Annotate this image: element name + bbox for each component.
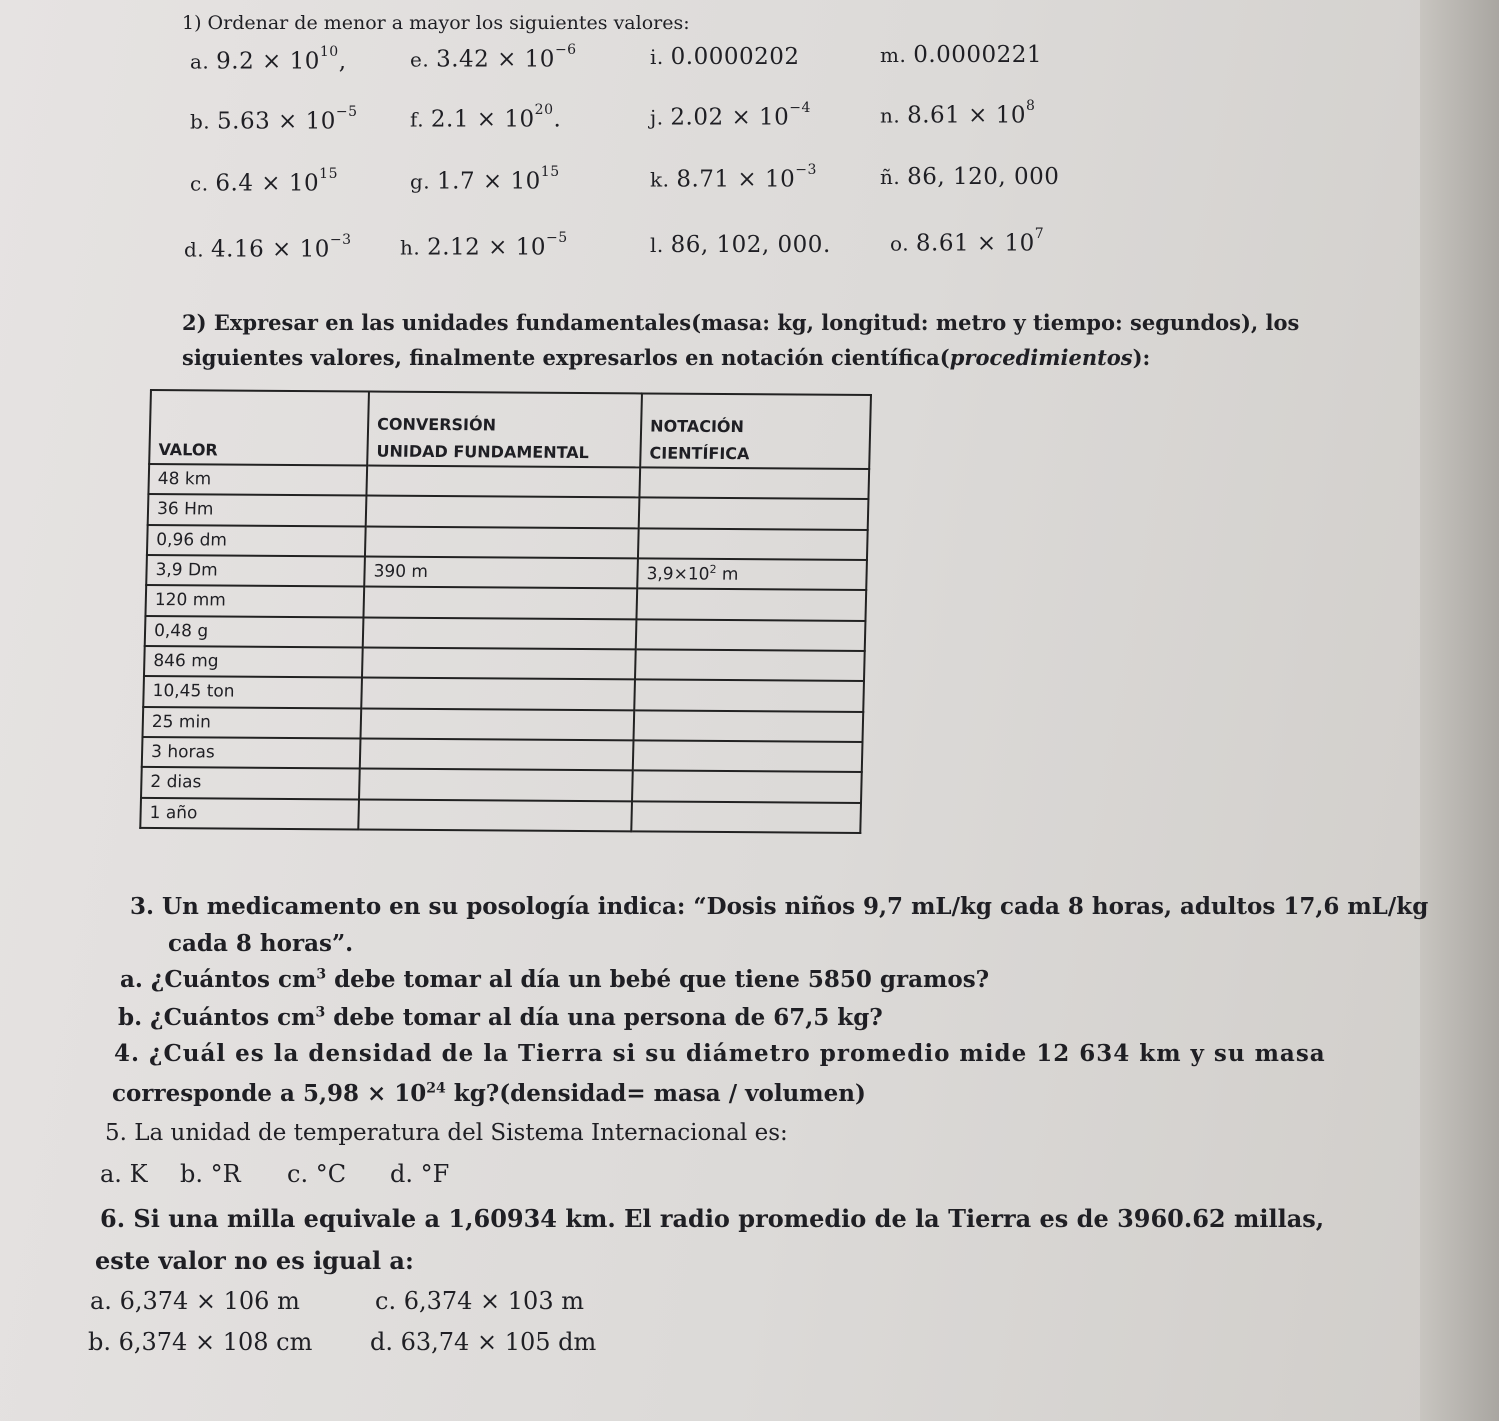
q1-item-exponent: −6 [554,42,577,58]
table-row [140,798,861,833]
q1-item-value: 8.61 × 10 [907,102,1026,129]
q1-item-exponent: −3 [795,162,817,178]
q2-line2-italic: procedimientos [949,345,1133,370]
cell-valor: 2 dias [141,767,360,799]
q1-item-j [650,100,811,131]
q1-item-value: 0.0000202 [670,44,800,70]
q1-item-m [880,42,1042,68]
cell-valor: 25 min [142,707,361,739]
q1-item-h [400,230,568,261]
q1-item-o [890,226,1045,257]
cell-valor: 120 mm [145,585,364,617]
q4-line2 [112,1080,866,1107]
conversion-table [139,389,872,834]
q6-option-c: c. 6,374 × 103 m [375,1287,584,1315]
q1-item-exponent: 20 [534,102,554,118]
q1-item-exponent: 7 [1034,226,1045,242]
q1-item-exponent: 10 [319,44,339,60]
q1-item-value: 6.4 × 10 [215,170,320,197]
cell-notacion [636,589,866,621]
q4-line1: 4. ¿Cuál es la densidad de la Tierra si su diámetro promedio mide 12 634 km y su masa [114,1040,1326,1067]
header-notacion [640,393,871,469]
q1-item-value: 5.63 × 10 [217,108,336,135]
q6-option-d: d. 63,74 × 105 dm [370,1328,597,1356]
cell-conversion [358,799,632,831]
table-row [143,676,864,711]
page-edge-shadow [1420,0,1499,1421]
q1-item-exponent: 15 [319,166,338,182]
q1-item-a [190,44,347,75]
q5-option-a: a. K [100,1160,148,1188]
q1-item-value: 86, 120, 000 [907,164,1060,190]
q1-item-suffix: , [338,48,347,75]
cell-conversion [363,587,637,619]
q1-item-exponent: −5 [335,104,358,120]
q2-line2-end: ): [1132,345,1151,370]
cell-notacion [632,771,862,803]
q1-item-suffix: . [822,232,831,258]
cell-valor: 36 Hm [148,494,367,526]
q1-item-label: k. [650,167,677,192]
cell-valor: 1 año [140,798,359,830]
cell-notacion [633,740,863,772]
cell-conversion: 390 m [364,556,638,588]
q3-b-text: b. ¿Cuántos cm [118,1004,316,1031]
q1-item- [880,164,1059,190]
q1-item-g [410,164,560,195]
cell-conversion [363,617,637,649]
header-valor: VALOR [149,390,369,466]
cell-conversion [361,678,635,710]
q1-item-label: i. [650,45,671,69]
cell-notacion [638,528,868,560]
q1-item-value: 2.02 × 10 [670,104,790,131]
q1-heading: 1) Ordenar de menor a mayor los siguientes valores: [182,12,690,34]
q1-item-l [650,232,831,258]
q1-item-suffix: . [553,106,562,133]
q3-line2: cada 8 horas”. [168,930,354,957]
header-conversion [367,392,642,468]
q1-item-b [190,104,358,135]
q3-a-exponent: 3 [316,966,327,983]
table-row [148,494,869,529]
cell-valor: 0,96 dm [147,525,366,557]
cell-valor: 48 km [148,464,367,496]
q2-line2-text: siguientes valores, finalmente expresarlos en notación científica( [182,345,950,370]
cell-notacion [631,801,861,833]
cell-valor: 3 horas [142,737,361,769]
q1-item-exponent: −5 [545,230,568,246]
q3-part-a [120,966,989,993]
q1-item-label: h. [400,235,428,260]
q1-item-label: n. [880,103,908,128]
table-row [144,646,865,681]
q3-line1: 3. Un medicamento en su posología indica: “Dosis niños 9,7 mL/kg cada 8 horas, adultos 17,6 mL/kg [130,893,1429,920]
q3-b-exponent: 3 [315,1004,326,1021]
cell-conversion [360,738,634,770]
q1-item-value: 2.12 × 10 [427,234,546,261]
q1-item-label: l. [650,233,671,257]
q3-a-text: a. ¿Cuántos cm [120,966,317,993]
q5-option-c: c. °C [287,1160,347,1188]
cell-valor: 3,9 Dm [146,555,365,587]
header-notacion-line2: CIENTÍFICA [649,443,750,464]
q1-item-exponent: 15 [540,164,560,180]
cell-notacion: $3,9\times 10^2$ m [637,558,867,590]
table-row [142,707,863,742]
q1-item-label: o. [890,231,916,256]
q1-item-label: j. [650,105,671,130]
cell-notacion [636,619,866,651]
q1-item-f [410,102,562,133]
q1-item-value: 2.1 × 10 [430,106,535,133]
cell-valor: 846 mg [144,646,363,678]
q1-item-e [410,42,577,73]
q1-item-label: m. [880,43,914,67]
q1-item-value: 3.42 × 10 [436,46,555,73]
q3-a-text-end: debe tomar al día un bebé que tiene 5850 gramos? [326,966,990,993]
q1-item-d [184,232,352,263]
q4-exponent: 24 [426,1080,446,1097]
q1-item-n [880,98,1036,129]
cell-notacion [635,649,865,681]
q1-item-label: f. [410,107,431,132]
cell-conversion [360,708,634,740]
q4-line2-text: corresponde a 5,98 × 10 [112,1080,427,1107]
header-conversion-line2: UNIDAD FUNDAMENTAL [376,441,590,463]
q5-heading: 5. La unidad de temperatura del Sistema Internacional es: [105,1120,788,1146]
q3-part-b [118,1004,883,1031]
table-row [141,767,862,802]
table-row [147,525,868,560]
q1-item-k [650,162,817,193]
q1-item-label: g. [410,169,438,194]
q1-item-exponent: −3 [329,232,352,248]
cell-valor: 0,48 g [145,616,364,648]
q1-item-label: e. [410,47,437,72]
q1-item-value: 9.2 × 10 [216,48,320,75]
q1-item-label: b. [190,109,218,134]
q1-item-value: 4.16 × 10 [211,236,330,263]
q1-item-value: 86, 102, 000 [670,232,823,258]
q2-instruction-line1: 2) Expresar en las unidades fundamentales(masa: kg, longitud: metro y tiempo: segundos), los [182,310,1300,335]
q5-option-b: b. °R [180,1160,241,1188]
cell-conversion [365,526,639,558]
q1-item-label: c. [190,171,216,196]
cell-conversion [366,496,640,528]
table-row [145,616,866,651]
q1-item-c [190,166,338,197]
table-row [146,555,867,590]
cell-conversion [366,466,640,498]
q1-item-exponent: −4 [789,100,811,116]
cell-notacion-exponent: 2 [709,563,717,577]
q6-option-a: a. 6,374 × 106 m [90,1287,300,1315]
q1-item-value: 1.7 × 10 [437,168,541,195]
cell-notacion [634,680,864,712]
cell-valor: 10,45 ton [143,676,362,708]
q1-item-value: 8.61 × 10 [915,230,1035,257]
q1-item-i [650,44,800,70]
header-notacion-line1: NOTACIÓN [649,416,745,437]
q6-option-b: b. 6,374 × 108 cm [88,1328,313,1356]
q1-item-value: 8.71 × 10 [676,166,796,193]
cell-conversion [362,647,636,679]
q4-line2-end: kg?(densidad= masa / volumen) [445,1080,866,1107]
table-row [145,585,866,620]
cell-conversion [359,769,633,801]
q6-line2: este valor no es igual a: [95,1246,414,1275]
header-conversion-line1: CONVERSIÓN [376,414,497,435]
cell-notacion [633,710,863,742]
table-row [148,464,869,499]
table-header-row [149,390,871,469]
q1-item-value: 0.0000221 [913,42,1043,68]
table-row [142,737,863,772]
q1-item-label: d. [184,237,212,262]
q2-instruction-line2 [182,345,1150,370]
q1-item-exponent: 8 [1025,98,1036,114]
cell-notacion [639,498,869,530]
q3-b-text-end: debe tomar al día una persona de 67,5 kg? [325,1004,883,1031]
q1-item-label: a. [190,49,217,74]
q6-line1: 6. Si una milla equivale a 1,60934 km. El radio promedio de la Tierra es de 3960.62 millas, [100,1204,1325,1233]
cell-notacion [639,467,869,499]
table-body [140,464,869,833]
q1-item-label: ñ. [880,165,908,189]
q5-option-d: d. °F [390,1160,450,1188]
